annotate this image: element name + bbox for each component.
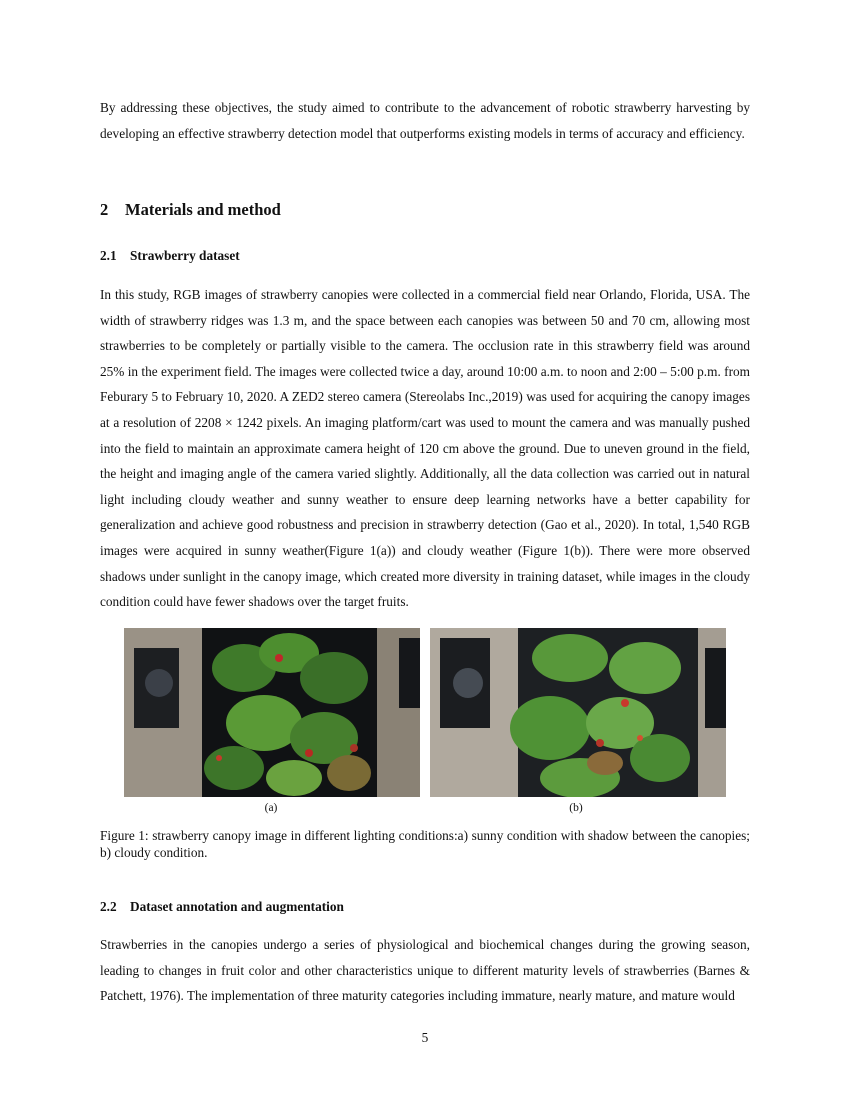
intro-paragraph: By addressing these objectives, the study aimed to contribute to the advancement of robotic strawberry harvesting by developing an effective strawberry detection model that outperforms existing models in terms of accuracy and efficiency. (100, 100, 750, 141)
figure-caption: Figure 1: strawberry canopy image in different lighting conditions:a) sunny condition with shadow between the canopies; b) cloudy condition. (100, 828, 750, 860)
figure-label-b: (b) (569, 802, 583, 814)
section-number: 2 (100, 200, 109, 219)
subsection-heading-2-1 (100, 248, 240, 264)
figure-label-a: (a) (264, 802, 278, 814)
subsection-title: Dataset annotation and augmentation (130, 899, 344, 914)
dataset-paragraph: In this study, RGB images of strawberry canopies were collected in a commercial field near Orlando, Florida, USA. The width of strawberry ridges was 1.3 m, and the space between each canopies was between 50 and 70 cm, allowing most strawberries to be completely or partially visible to the camera. The occlusion rate in this strawberry field was around 25% in the experiment field. The images were collected twice a day, around 10:00 a.m. to noon and 2:00 – 5:00 p.m. from Feburary 5 to February 10, 2020. A ZED2 stereo camera (Stereolabs Inc.,2019) was used for acquiring the canopy images at a resolution of 2208 × 1242 pixels. An imaging platform/cart was used to mount the camera and was manually pushed into the field to maintain an approximate camera height of 120 cm above the ground. Due to uneven ground in the field, the height and imaging angle of the camera varied slightly. Additionally, all the data collection was carried out in natural light including cloudy weather and sunny weather to ensure deep learning networks have a better capability for generalization and achieve good robustness and precision in strawberry detection (Gao et al., 2020). In total, 1,540 RGB images were acquired in sunny weather(Figure 1(a)) and cloudy weather (Figure 1(b)). There were more observed shadows under sunlight in the canopy image, which created more diversity in training dataset, while images in the cloudy condition could have fewer shadows over the target fruits. (100, 287, 750, 610)
page-number: 5 (421, 1030, 429, 1045)
subsection-number: 2.2 (100, 899, 117, 914)
figure-image-sunny (124, 628, 420, 797)
figure-image-cloudy (430, 628, 726, 797)
subsection-number: 2.1 (100, 248, 117, 263)
section-heading (100, 200, 281, 220)
section-title: Materials and method (125, 200, 281, 219)
subsection-title: Strawberry dataset (130, 248, 240, 263)
subsection-heading-2-2 (100, 899, 344, 915)
annotation-paragraph: Strawberries in the canopies undergo a series of physiological and biochemical changes during the growing season, leading to changes in fruit color and other characteristics unique to different maturity levels of strawberries (Barnes & Patchett, 1976). The implementation of three maturity categories including immature, nearly mature, and mature would (100, 937, 750, 1004)
